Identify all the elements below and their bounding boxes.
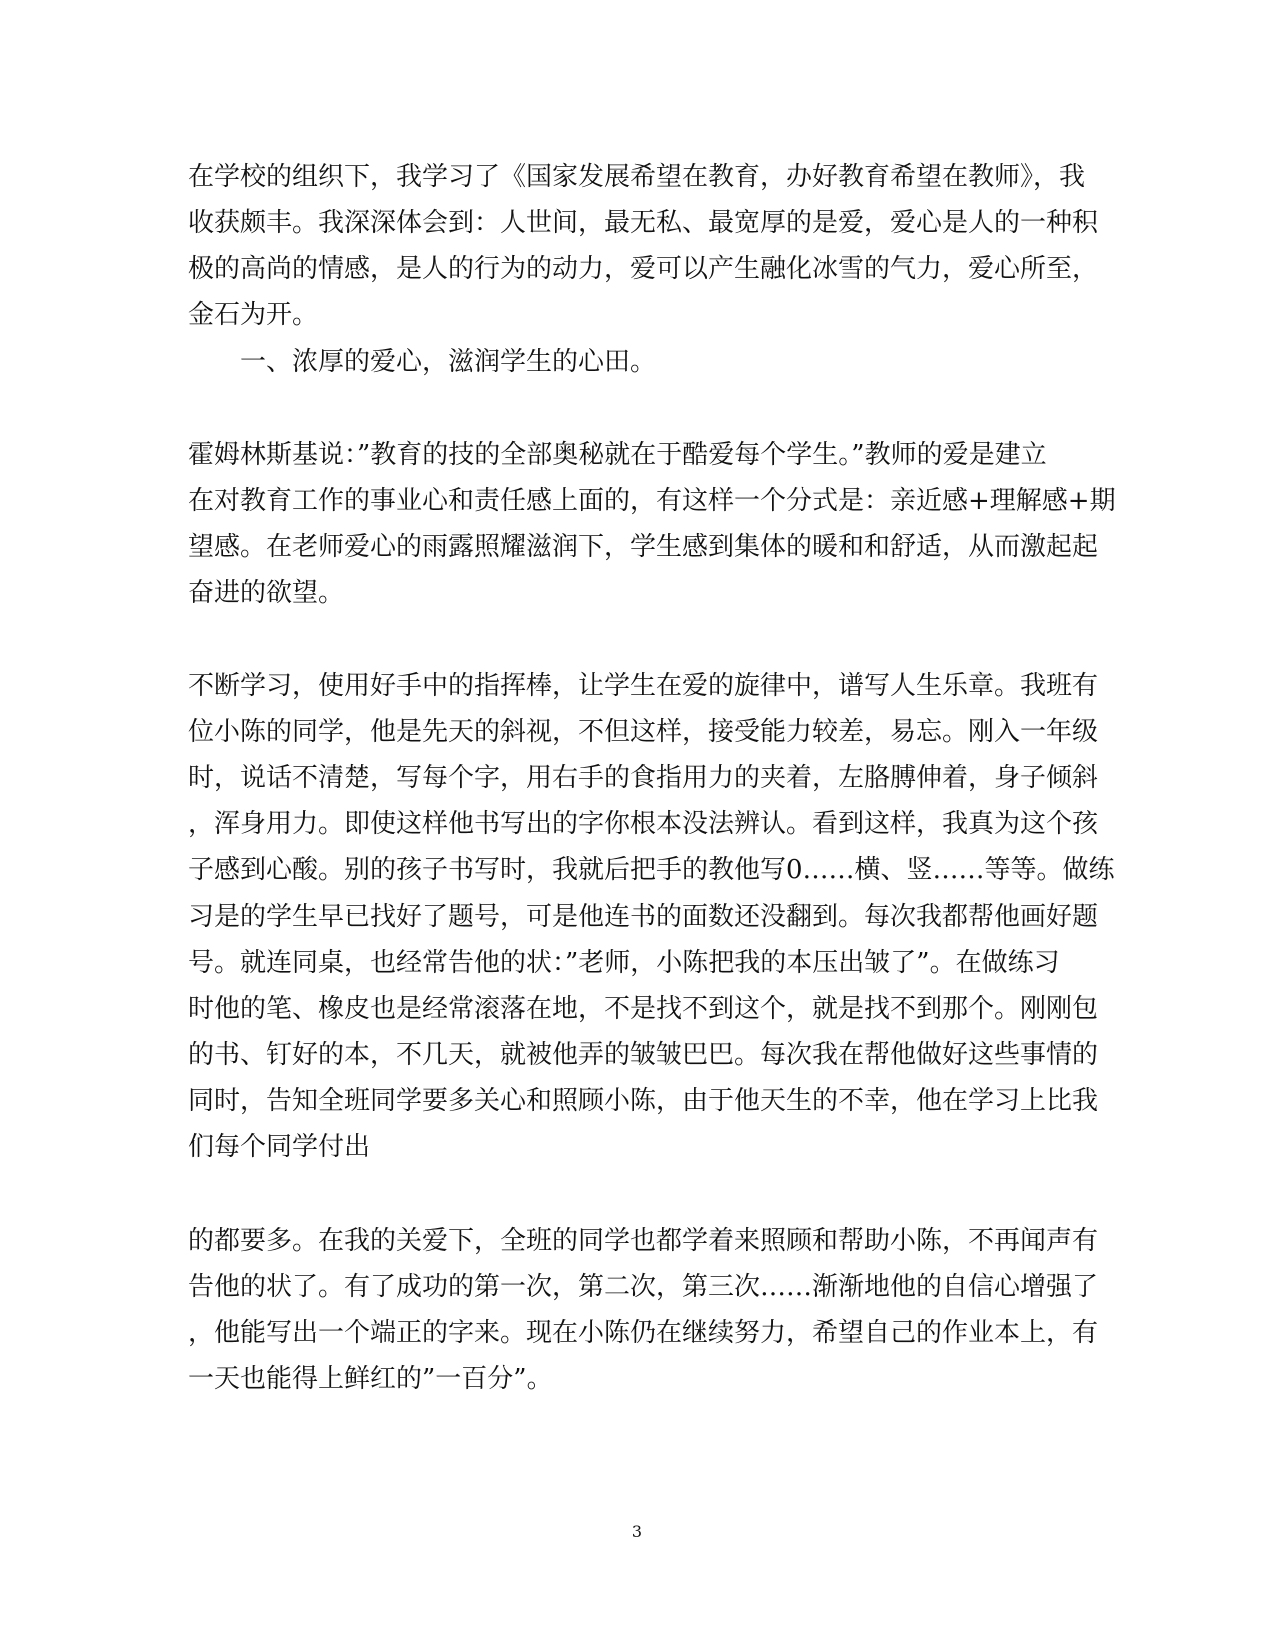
- text-line: 时他的笔、橡皮也是经常滚落在地，不是找不到这个，就是找不到那个。刚刚包: [188, 994, 1099, 1024]
- text-line: 在学校的组织下，我学习了《国家发展希望在教育，办好教育希望在教师》，我: [188, 162, 1086, 192]
- text-line: 的都要多。在我的关爱下，全班的同学也都学着来照顾和帮助小陈，不再闻声有: [188, 1226, 1099, 1256]
- text-line: ，他能写出一个端正的字来。现在小陈仍在继续努力，希望自己的作业本上，有: [188, 1318, 1099, 1348]
- text-line: 告他的状了。有了成功的第一次，第二次，第三次……渐渐地他的自信心增强了: [188, 1272, 1099, 1302]
- text-line: 收获颇丰。我深深体会到：人世间，最无私、最宽厚的是爱，爱心是人的一种积: [188, 208, 1099, 238]
- text-line: 同时，告知全班同学要多关心和照顾小陈，由于他天生的不幸，他在学习上比我: [188, 1086, 1099, 1116]
- text-line: 望感。在老师爱心的雨露照耀滋润下，学生感到集体的暖和和舒适，从而激起起: [188, 532, 1099, 562]
- text-line: 在对教育工作的事业心和责任感上面的，有这样一个分式是：亲近感+理解感+期: [188, 486, 1116, 516]
- text-line: 们每个同学付出: [188, 1132, 371, 1162]
- text-line: 习是的学生早已找好了题号，可是他连书的面数还没翻到。每次我都帮他画好题: [188, 902, 1099, 932]
- text-line: 位小陈的同学，他是先天的斜视，不但这样，接受能力较差，易忘。刚入一年级: [188, 717, 1099, 747]
- text-line: 时，说话不清楚，写每个字，用右手的食指用力的夹着，左胳膊伸着，身子倾斜: [188, 763, 1099, 793]
- text-line: 奋进的欲望。: [188, 578, 345, 608]
- text-line: 霍姆林斯基说：”教育的技的全部奥秘就在于酷爱每个学生。”教师的爱是建立: [188, 440, 1047, 470]
- text-line: 子感到心酸。别的孩子书写时，我就后把手的教他写0……横、竖……等等。做练: [188, 855, 1115, 885]
- section-heading: 一、浓厚的爱心，滋润学生的心田。: [240, 347, 657, 377]
- text-line: 的书、钉好的本，不几天，就被他弄的皱皱巴巴。每次我在帮他做好这些事情的: [188, 1040, 1099, 1070]
- text-line: 金石为开。: [188, 300, 319, 330]
- text-line: 不断学习，使用好手中的指挥棒，让学生在爱的旋律中，谱写人生乐章。我班有: [188, 671, 1099, 701]
- page-number: 3: [631, 1522, 643, 1541]
- text-line: ，浑身用力。即使这样他书写出的字你根本没法辨认。看到这样，我真为这个孩: [188, 809, 1099, 839]
- text-line: 极的高尚的情感，是人的行为的动力，爱可以产生融化冰雪的气力，爱心所至，: [188, 254, 1099, 284]
- text-line: 号。就连同桌，也经常告他的状：”老师，小陈把我的本压出皱了”。在做练习: [188, 948, 1060, 978]
- text-line: 一天也能得上鲜红的”一百分”。: [188, 1364, 553, 1394]
